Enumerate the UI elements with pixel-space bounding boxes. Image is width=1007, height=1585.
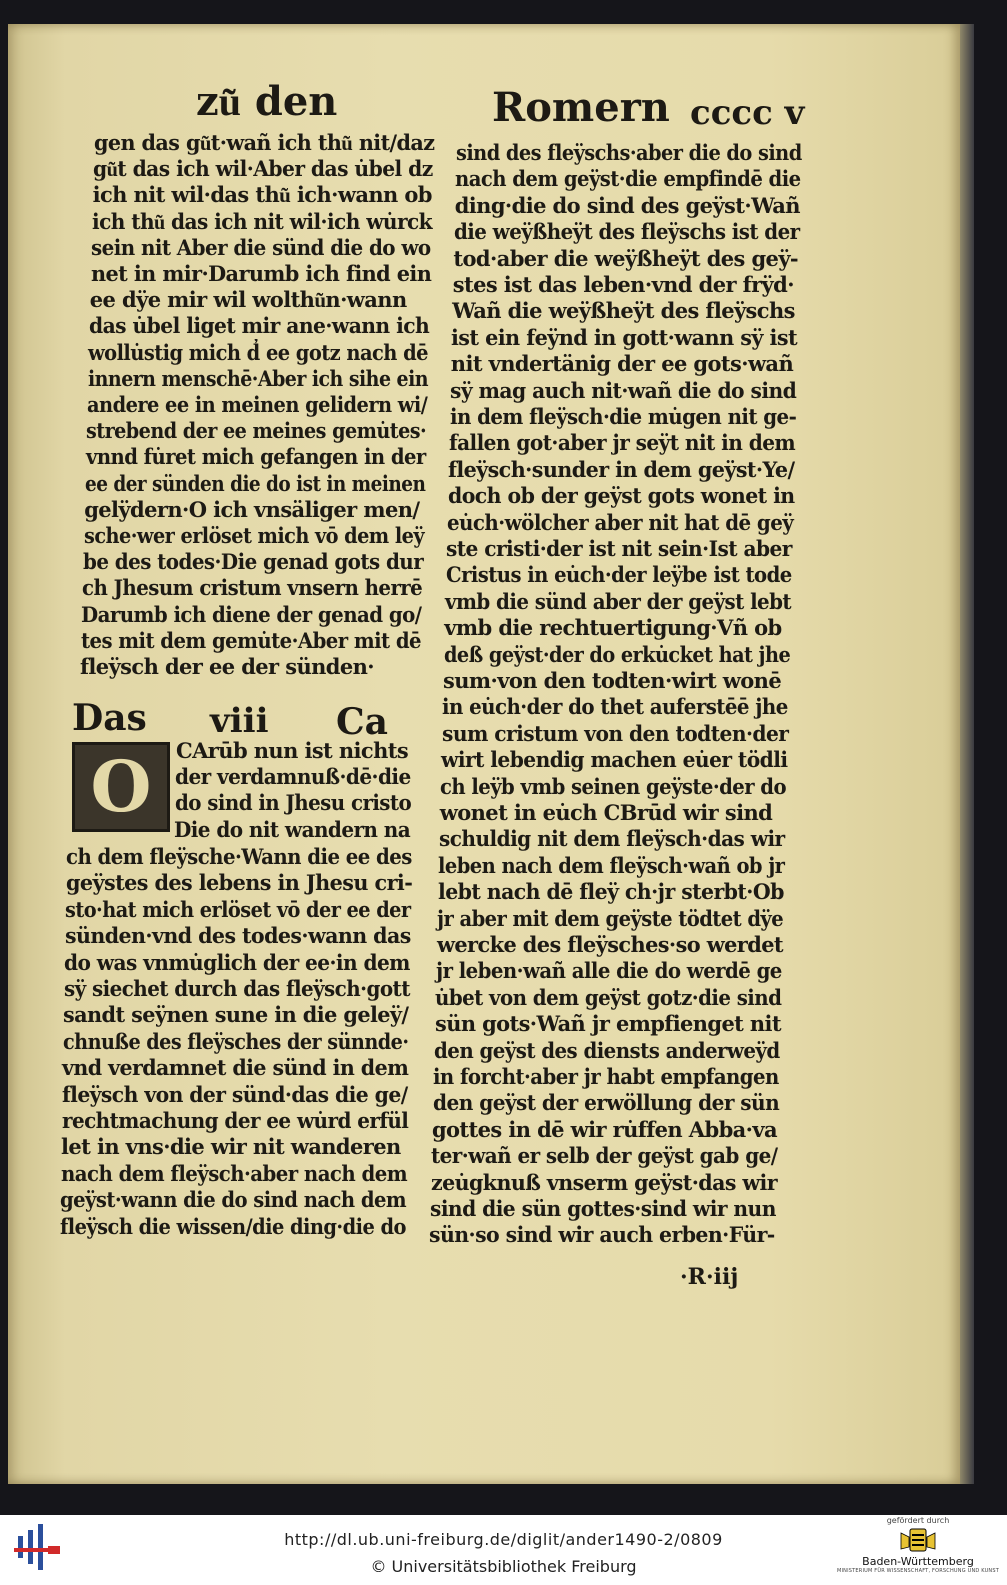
text-line: zeu̇gknuß vnserm geÿst·das wir [430,1169,777,1195]
text-line: sünden·vnd des todes·wann das [64,923,411,949]
text-line: deß geÿst·der do erku̇cket hat jhe [443,641,790,667]
text-line: ding·die do sind des geÿst·Wañ [454,192,800,218]
text-line: eu̇ch·wölcher aber nit hat dē geÿ [446,509,794,535]
text-line: strebend der ee meines gemu̇tes· [86,418,427,444]
text-line: ist ein feÿnd in gott·wann sÿ ist [451,324,798,350]
text-line: sum·von den todten·wirt wonē [443,668,782,693]
text-line: nach dem geÿst·die empfindē die [455,166,801,192]
chapter-heading-das: Das [72,697,147,739]
document-url[interactable]: http://dl.ub.uni-freiburg.de/diglit/ander1490-2/0809 [284,1530,723,1549]
text-line: nit vndertänig der ee gots·wañ [450,351,794,377]
text-line: sind die sün gottes·sind wir nun [430,1196,776,1221]
text-line: gottes in dē wir ru̇ffen Abba·va [431,1116,777,1142]
text-line: fleÿsch von der sünd·das die ge/ [61,1081,408,1107]
text-line: sto·hat mich erlöset vō der ee der [65,896,411,922]
text-line: wollu̇stig mich d̓ ee gotz nach dē [88,339,429,365]
text-line: vmb die rechtuertigung·Vñ ob [444,615,782,641]
text-line: jr leben·wañ alle die do werdē ge [435,958,782,984]
signature-mark: ·R·iij [680,1264,739,1290]
text-line: Cristus in eu̇ch·der leÿbe ist tode [445,562,792,588]
text-line: wonet in eu̇ch CBrūd wir sind [439,800,773,825]
text-line: ter·wañ er selb der geÿst gab ge/ [431,1143,778,1169]
text-line: fleÿsch der ee der sünden· [80,654,375,679]
text-line: nach dem fleÿsch·aber nach dem [60,1160,407,1186]
text-line: tes mit dem gemu̇te·Aber mit dē [80,627,421,653]
text-line: vnnd fu̇ret mich gefangen in der [85,444,426,470]
text-line: fleÿsch die wissen/die ding·die do [59,1213,406,1239]
text-line: geÿstes des lebens in Jhesu cri- [65,870,412,896]
text-line: jr aber mit dem geÿste tödtet dÿe [437,905,784,931]
text-line: tod·aber die weÿßheÿt des geÿ- [453,245,799,271]
text-line: innern menschē·Aber ich sihe ein [87,365,428,391]
sponsor-state: Baden-Württemberg [862,1555,974,1568]
running-head-center: Romern [492,84,670,131]
text-line: stes ist das leben·vnd der frÿd· [452,272,794,297]
chapter-heading-ca: Ca [336,701,388,743]
text-line: lebt nach dē fleÿ ch·jr sterbt·Ob [437,879,784,905]
text-line: gen das gu͂t·wañ ich thu͂ nit/daz [94,130,435,155]
chapter-heading-number: viii [210,701,269,741]
state-crest-icon [898,1527,938,1553]
text-line: Darumb ich diene der genad go/ [81,601,422,627]
sponsor-ministry: MINISTERIUM FÜR WISSENSCHAFT, FORSCHUNG UND KUNST [836,1568,1000,1574]
text-line: vnd verdamnet die sünd in dem [62,1055,409,1081]
text-line: sche·wer erlöset mich vō dem leÿ [83,523,424,548]
text-line: in eu̇ch·der do thet auferstēē jhe [442,694,789,720]
text-line: fleÿsch·sunder in dem geÿst·Ye/ [448,456,795,482]
text-line: u̇bet von dem geÿst gotz·die sind [435,984,782,1010]
text-line: sÿ siechet durch das fleÿsch·gott [63,976,410,1001]
folio-number: cccc v [690,93,805,133]
text-line: sün·so sind wir auch erben·Für- [429,1222,776,1248]
sponsor-block [836,1516,1000,1584]
text-line: andere ee in meinen gelidern wi/ [87,392,428,417]
text-line: gu͂t das ich wil·Aber das u̇bel dz [93,156,433,182]
copyright-notice: © Universitätsbibliothek Freiburg [370,1557,637,1576]
text-line: ich nit wil·das thu͂ ich·wann ob [92,182,432,208]
text-line: leben nach dem fleÿsch·wañ ob jr [438,852,785,878]
text-line: die weÿßheÿt des fleÿschs ist der [454,219,800,245]
text-line: ch Jhesum cristum vnsern herrē [82,575,423,601]
text-line: geÿst·wann die do sind nach dem [60,1187,407,1213]
text-line: den geÿst der erwöllung der sün [432,1090,779,1116]
running-head-left: zu͂ den [196,78,338,125]
text-line: CArūb nun ist nichts [176,738,409,763]
text-line: Wañ die weÿßheÿt des fleÿschs [452,298,795,324]
text-line: doch ob der geÿst gots wonet in [447,483,795,509]
text-line: sün gots·Wañ jr empfienget nit [434,1011,781,1037]
text-line: wercke des fleÿsches·so werdet [436,932,783,957]
text-line: sÿ mag auch nit·wañ die do sind [450,377,797,403]
text-line: do was vnmu̇glich der ee·in dem [64,949,411,975]
text-line: Die do nit wandern na [173,816,411,842]
text-line: schuldig nit dem fleÿsch·das wir [439,826,785,852]
text-line: in forcht·aber jr habt empfangen [433,1064,779,1089]
text-line: do sind in Jhesu cristo [174,790,411,816]
text-line: den geÿst des diensts anderweÿd [433,1037,780,1063]
text-line: let in vns·die wir nit wanderen [61,1134,401,1160]
text-line: in dem fleÿsch·die mu̇gen nit ge- [449,404,796,429]
text-line: fallen got·aber jr seÿt nit in dem [448,430,795,456]
text-line: das u̇bel liget mir ane·wann ich [89,313,430,339]
decorated-initial [72,742,170,832]
text-line: sum cristum von den todten·der [441,720,789,746]
text-line: gelÿdern·O ich vnsäliger men/ [84,496,420,522]
text-line: sein nit Aber die sünd die do wo [91,234,431,260]
text-line: ch dem fleÿsche·Wann die ee des [66,844,412,869]
text-line: ich thu͂ das ich nit wil·ich wu̇rck [91,208,432,234]
text-line: ee dÿe mir wil wolthu͂n·wann [89,287,407,313]
text-line: be des todes·Die genad gots dur [82,549,423,575]
text-line: ch leÿb vmb seinen geÿste·der do [440,773,787,799]
text-line: ee der sünden die do ist in meinen [84,470,426,496]
initial-letter: O [90,745,152,828]
text-line: rechtmachung der ee wu̇rd erfül [61,1108,408,1133]
text-line: ste cristi·der ist nit sein·Ist aber [446,536,793,561]
text-line: der verdamnuß·dē·die [175,764,411,790]
text-line: wirt lebendig machen eu̇er tödli [441,747,788,773]
text-line: vmb die sünd aber der geÿst lebt [444,588,791,614]
text-line: chnuße des fleÿsches der sünnde· [62,1028,409,1054]
page-edge [960,24,974,1484]
text-line: sind des fleÿschs·aber die do sind [456,140,802,165]
text-line: net in mir·Darumb ich find ein [90,261,431,286]
sponsor-label: gefördert durch [886,1516,950,1525]
text-line: sandt seÿnen sune in die geleÿ/ [63,1002,409,1028]
